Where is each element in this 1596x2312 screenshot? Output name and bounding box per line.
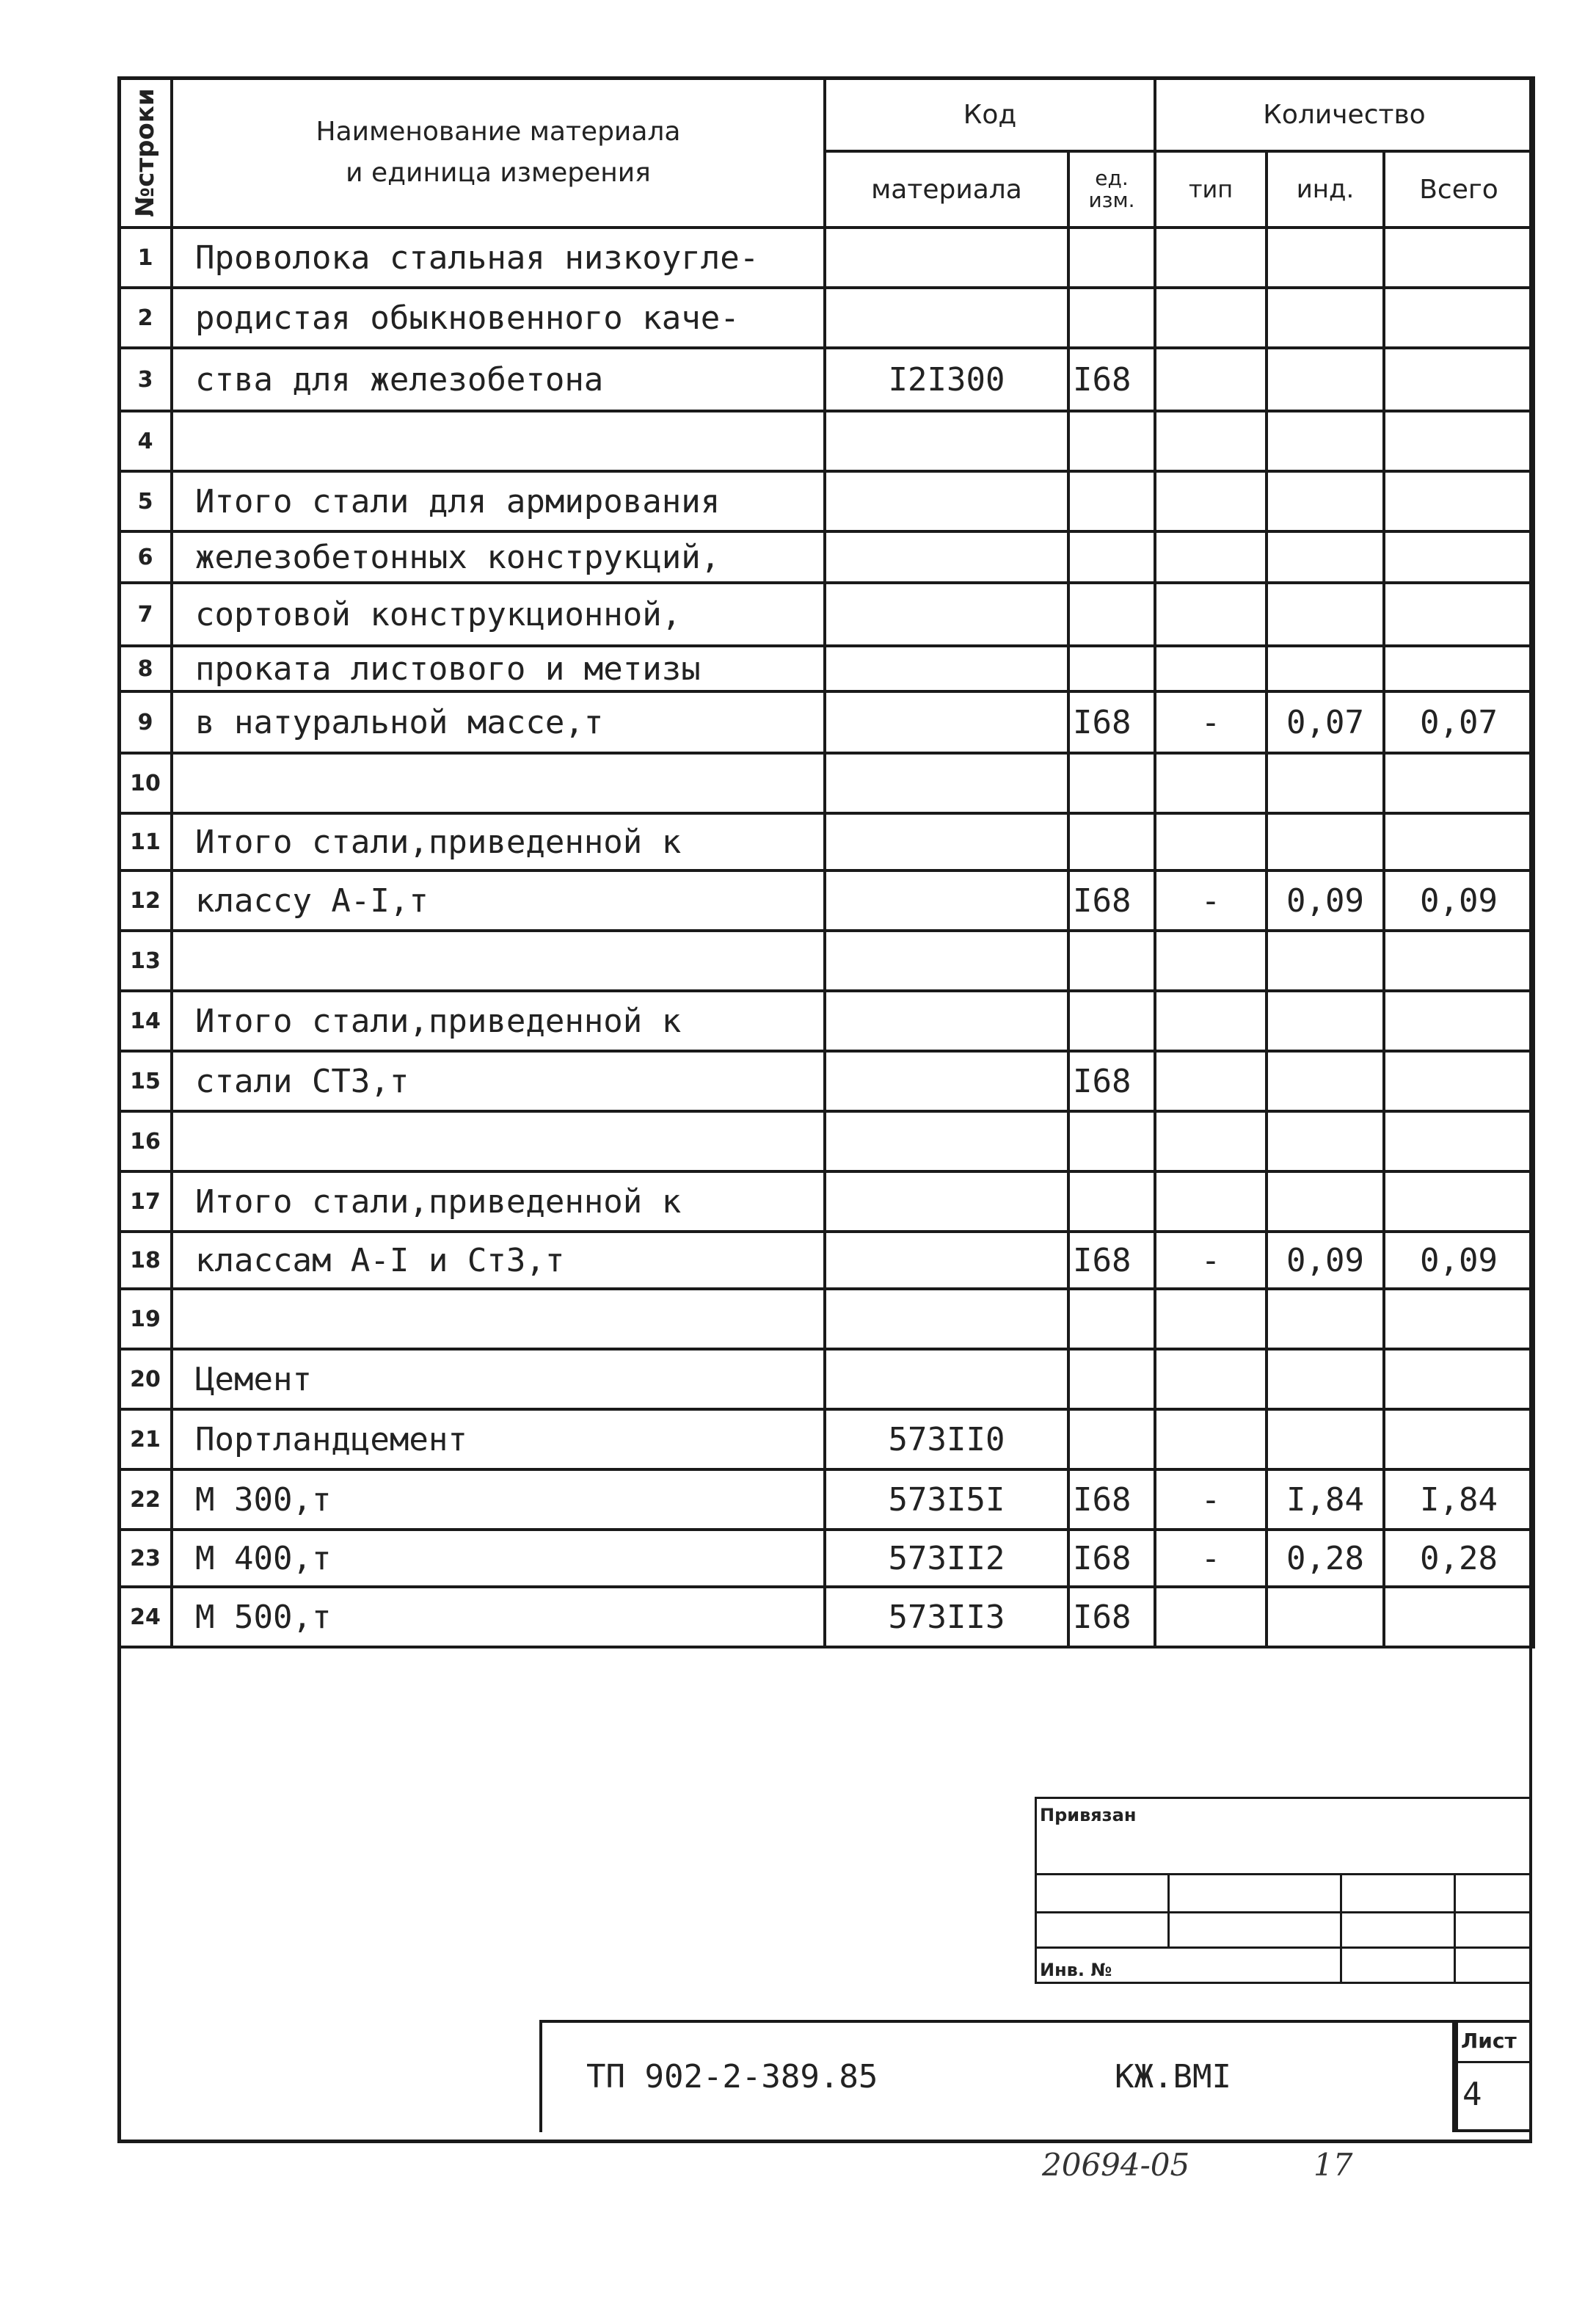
material-name-cell: сортовой конструкционной,: [172, 583, 825, 646]
material-name-cell: классам А-I и Ст3,т: [172, 1232, 825, 1289]
row-number-cell: 11: [119, 813, 172, 870]
type-quantity-cell: -: [1155, 1232, 1267, 1289]
material-code-cell: 573II3: [825, 1587, 1068, 1647]
row-number-cell: 2: [119, 288, 172, 348]
material-name-cell: Итого стали для армирования: [172, 471, 825, 531]
row-number-cell: 5: [119, 471, 172, 531]
row-number-cell: 6: [119, 531, 172, 583]
archive-number: 20694-05: [1042, 2147, 1190, 2183]
type-quantity-cell: -: [1155, 691, 1267, 753]
row-number-cell: 17: [119, 1171, 172, 1232]
material-code-cell: 573I5I: [825, 1469, 1068, 1530]
material-name-cell: стали СТ3,т: [172, 1051, 825, 1111]
total-quantity-cell: 0,28: [1384, 1530, 1534, 1587]
row-number-cell: 21: [119, 1409, 172, 1469]
row-number-header: №строки: [119, 78, 172, 228]
unit-code-cell: I68: [1068, 1232, 1155, 1289]
row-number-cell: 15: [119, 1051, 172, 1111]
row-number-cell: 22: [119, 1469, 172, 1530]
row-number-cell: 20: [119, 1349, 172, 1409]
material-code-cell: 573II2: [825, 1530, 1068, 1587]
inventory-cell: [1036, 1948, 1341, 1983]
unit-code-cell: I68: [1068, 348, 1155, 411]
code-header: Код: [825, 78, 1155, 151]
row-number-cell: 12: [119, 870, 172, 931]
sheet-box: [1455, 2020, 1532, 2132]
linked-cell: [1036, 1798, 1531, 1875]
material-name-cell: Итого стали,приведенной к: [172, 813, 825, 870]
material-code-header: материала: [825, 151, 1068, 228]
total-quantity-cell: I,84: [1384, 1469, 1534, 1530]
unit-code-header: ед. изм.: [1068, 151, 1155, 228]
row-number-cell: 13: [119, 931, 172, 991]
sheet-number: 4: [1462, 2076, 1482, 2113]
unit-code-cell: I68: [1068, 1051, 1155, 1111]
material-name-header: Наименование материала и единица измерения: [172, 78, 825, 228]
row-number-cell: 3: [119, 348, 172, 411]
individual-header: инд.: [1267, 151, 1384, 228]
material-name-cell: родистая обыкновенного каче-: [172, 288, 825, 348]
material-name-cell: М 400,т: [172, 1530, 825, 1587]
row-number-cell: 9: [119, 691, 172, 753]
unit-code-cell: I68: [1068, 1469, 1155, 1530]
material-name-cell: Цемент: [172, 1349, 825, 1409]
individual-quantity-cell: I,84: [1267, 1469, 1384, 1530]
material-name-cell: М 500,т: [172, 1587, 825, 1647]
type-quantity-cell: -: [1155, 1469, 1267, 1530]
row-number-cell: 10: [119, 753, 172, 813]
linkage-stamp: [1035, 1797, 1532, 1984]
row-number-cell: 8: [119, 646, 172, 691]
row-number-cell: 7: [119, 583, 172, 646]
title-block: [539, 2020, 1455, 2132]
inventory-label: Инв. №: [1040, 1960, 1112, 1980]
total-quantity-cell: 0,09: [1384, 1232, 1534, 1289]
total-quantity-cell: 0,09: [1384, 870, 1534, 931]
material-name-cell: Портландцемент: [172, 1409, 825, 1469]
project-code: ТП 902-2-389.85: [586, 2058, 878, 2095]
material-name-cell: в натуральной массе,т: [172, 691, 825, 753]
quantity-header: Количество: [1155, 78, 1534, 151]
unit-code-cell: I68: [1068, 870, 1155, 931]
unit-code-cell: I68: [1068, 1530, 1155, 1587]
material-name-cell: проката листового и метизы: [172, 646, 825, 691]
material-name-cell: Проволока стальная низкоугле-: [172, 228, 825, 288]
type-header: тип: [1155, 151, 1267, 228]
sheet-label: Лист: [1461, 2029, 1517, 2053]
page-number: 17: [1313, 2147, 1353, 2183]
individual-quantity-cell: 0,07: [1267, 691, 1384, 753]
type-quantity-cell: -: [1155, 870, 1267, 931]
row-number-cell: 14: [119, 991, 172, 1051]
material-code-cell: 573II0: [825, 1409, 1068, 1469]
row-number-cell: 23: [119, 1530, 172, 1587]
material-name-cell: Итого стали,приведенной к: [172, 1171, 825, 1232]
total-quantity-cell: 0,07: [1384, 691, 1534, 753]
row-number-cell: 24: [119, 1587, 172, 1647]
row-number-cell: 18: [119, 1232, 172, 1289]
document-code: КЖ.ВМI: [1115, 2058, 1231, 2095]
type-quantity-cell: -: [1155, 1530, 1267, 1587]
linked-label: Привязан: [1040, 1805, 1137, 1825]
material-name-cell: классу А-I,т: [172, 870, 825, 931]
row-number-cell: 1: [119, 228, 172, 288]
material-code-cell: I2I300: [825, 348, 1068, 411]
sheet-divider: [1458, 2061, 1529, 2063]
individual-quantity-cell: 0,09: [1267, 1232, 1384, 1289]
unit-code-cell: I68: [1068, 691, 1155, 753]
material-name-cell: железобетонных конструкций,: [172, 531, 825, 583]
individual-quantity-cell: 0,09: [1267, 870, 1384, 931]
row-number-cell: 19: [119, 1289, 172, 1349]
unit-code-cell: I68: [1068, 1587, 1155, 1647]
individual-quantity-cell: 0,28: [1267, 1530, 1384, 1587]
material-name-cell: ства для железобетона: [172, 348, 825, 411]
row-number-cell: 16: [119, 1111, 172, 1171]
material-name-cell: М 300,т: [172, 1469, 825, 1530]
material-name-cell: Итого стали,приведенной к: [172, 991, 825, 1051]
total-header: Всего: [1384, 151, 1534, 228]
row-number-cell: 4: [119, 411, 172, 471]
